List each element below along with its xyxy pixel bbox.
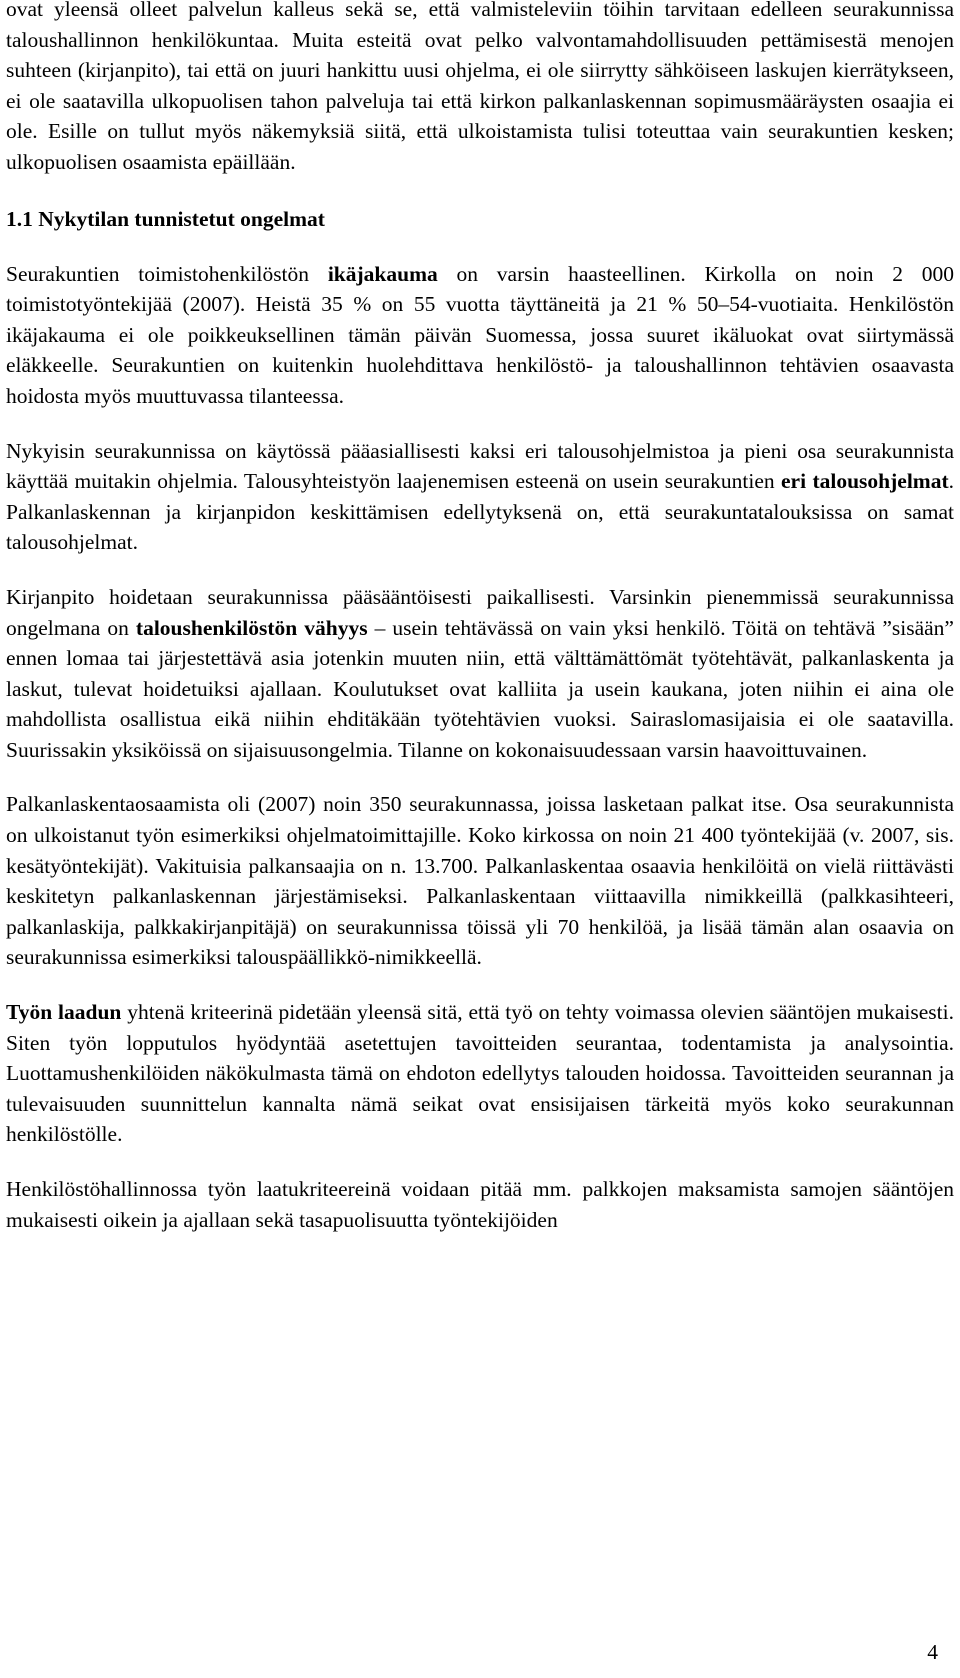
paragraph-3-text-a: Nykyisin seurakunnissa on käytössä pääasiallisesti kaksi eri talousohjelmistoa ja pieni osa seurakunnista käyttää muitakin ohjelmia. Talousyhteistyön laajenemisen esteenä on usein seurakuntien [6,438,954,494]
paragraph-5: Palkanlaskentaosaamista oli (2007) noin 350 seurakunnassa, joissa lasketaan palkat itse. Osa seurakunnista on ulkoistanut työn esimerkiksi ohjelmatoimittajille. Koko kirkossa on noin 21 400 työntekijää (v. 2007, sis. kesätyöntekijät). Vakituisia palkansaajia on n. 13.700. Palkanlaskentaa osaavia henkilöitä on vielä riittävästi keskitetyn palkanlaskennan järjestämiseksi. Palkanlaskentaan viittaavilla nimikkeillä (palkkasihteeri, palkanlaskija, palkkakirjanpitäjä) on seurakunnissa töissä yli 70 henkilöä, ja lisää tämän alan osaavia on seurakunnissa esimerkiksi talouspäällikkö-nimikkeellä. [6,792,954,970]
paragraph-6 [6,997,954,1150]
paragraph-6-text: yhtenä kriteerinä pidetään yleensä sitä, että työ on tehty voimassa olevien sääntöjen mukaisesti. Siten työn lopputulos hyödyntää asetettujen tavoitteiden seurantaa, todentamista ja analysointia. Luottamushenkilöiden näkökulmasta tämä on ehdoton edellytys talouden hoidossa. Tavoitteiden seurannan ja tulevaisuuden suunnittelun kannalta nämä seikat ovat ensisijaisen tärkeitä myös koko seurakunnan henkilöstölle. [6,1000,954,1147]
section-heading: 1.1 Nykytilan tunnistetut ongelmat [6,206,325,231]
paragraph-3-bold: eri talousohjelmat [781,469,949,494]
page-number: 4 [927,1640,938,1664]
paragraph-2-text-a: Seurakuntien toimistohenkilöstön [6,261,328,286]
paragraph-3-text-b: . Palkanlaskennan ja kirjanpidon keskittämisen edellytyksenä on, että seurakuntatalouksissa on samat talousohjelmat. [6,469,954,555]
paragraph-4-text-a: Kirjanpito hoidetaan seurakunnissa pääsääntöisesti paikallisesti. Varsinkin pienemmissä seurakunnissa ongelmana on [6,584,954,640]
paragraph-4-text-b: – usein tehtävässä on vain yksi henkilö. Töitä on tehtävä ”sisään” ennen lomaa tai järjestettävä asia jotenkin muuten niin, että välttämättömät työtehtävät, palkanlaskenta ja laskut, tulevat hoidetuiksi ajallaan. Koulutukset ovat kalliita ja usein kaukana, joten niihin ei aina ole mahdollista osallistua eikä niihin ehditäkään työtehtävien vuoksi. Sairaslomasijaisia ei ole saatavilla. Suurissakin yksiköissä on sijaisuusongelmia. Tilanne on kokonaisuudessaan varsin haavoittuvainen. [6,615,954,762]
paragraph-2-text-b: on varsin haasteellinen. Kirkolla on noin 2 000 toimistotyöntekijää (2007). Heistä 35 % on 55 vuotta täyttäneitä ja 21 % 50–54-vuotiaita. Henkilöstön ikäjakauma ei ole poikkeuksellinen tämän päivän Suomessa, jossa suuret ikäluokat ovat siirtymässä eläkkeelle. Seurakuntien on kuitenkin huolehdittava henkilöstö- ja taloushallinnon tehtävien osaavasta hoidosta myös muuttuvassa tilanteessa. [6,261,955,408]
paragraph-4-bold: taloushenkilöstön vähyys [135,615,368,640]
paragraph-2-bold: ikäjakauma [327,261,438,286]
paragraph-3 [6,436,954,558]
paragraph-6-bold: Työn laadun [6,1000,122,1025]
paragraph-7: Henkilöstöhallinnossa työn laatukriteereinä voidaan pitää mm. palkkojen maksamista samojen sääntöjen mukaisesti oikein ja ajallaan sekä tasapuolisuutta työntekijöiden [6,1177,954,1232]
paragraph-4 [6,582,954,766]
paragraph-2 [6,259,954,412]
paragraph-1: ovat yleensä olleet palvelun kalleus sekä se, että valmisteleviin töihin tarvitaan edelleen seurakunnissa taloushallinnon henkilökuntaa. Muita esteitä ovat pelko valvontamahdollisuuden pettämisestä menojen suhteen (kirjanpito), tai että on juuri hankittu uusi ohjelma, ei ole siirrytty sähköiseen laskujen kierrätykseen, ei ole saatavilla ulkopuolisen tahon palveluja tai että kirkon palkanlaskennan sopimusmääräysten osaajia ei ole. Esille on tullut myös näkemyksiä siitä, että ulkoistamista tulisi toteuttaa vain seurakuntien kesken; ulkopuolisen osaamista epäillään. [6,0,954,174]
document-page [6,0,954,1235]
